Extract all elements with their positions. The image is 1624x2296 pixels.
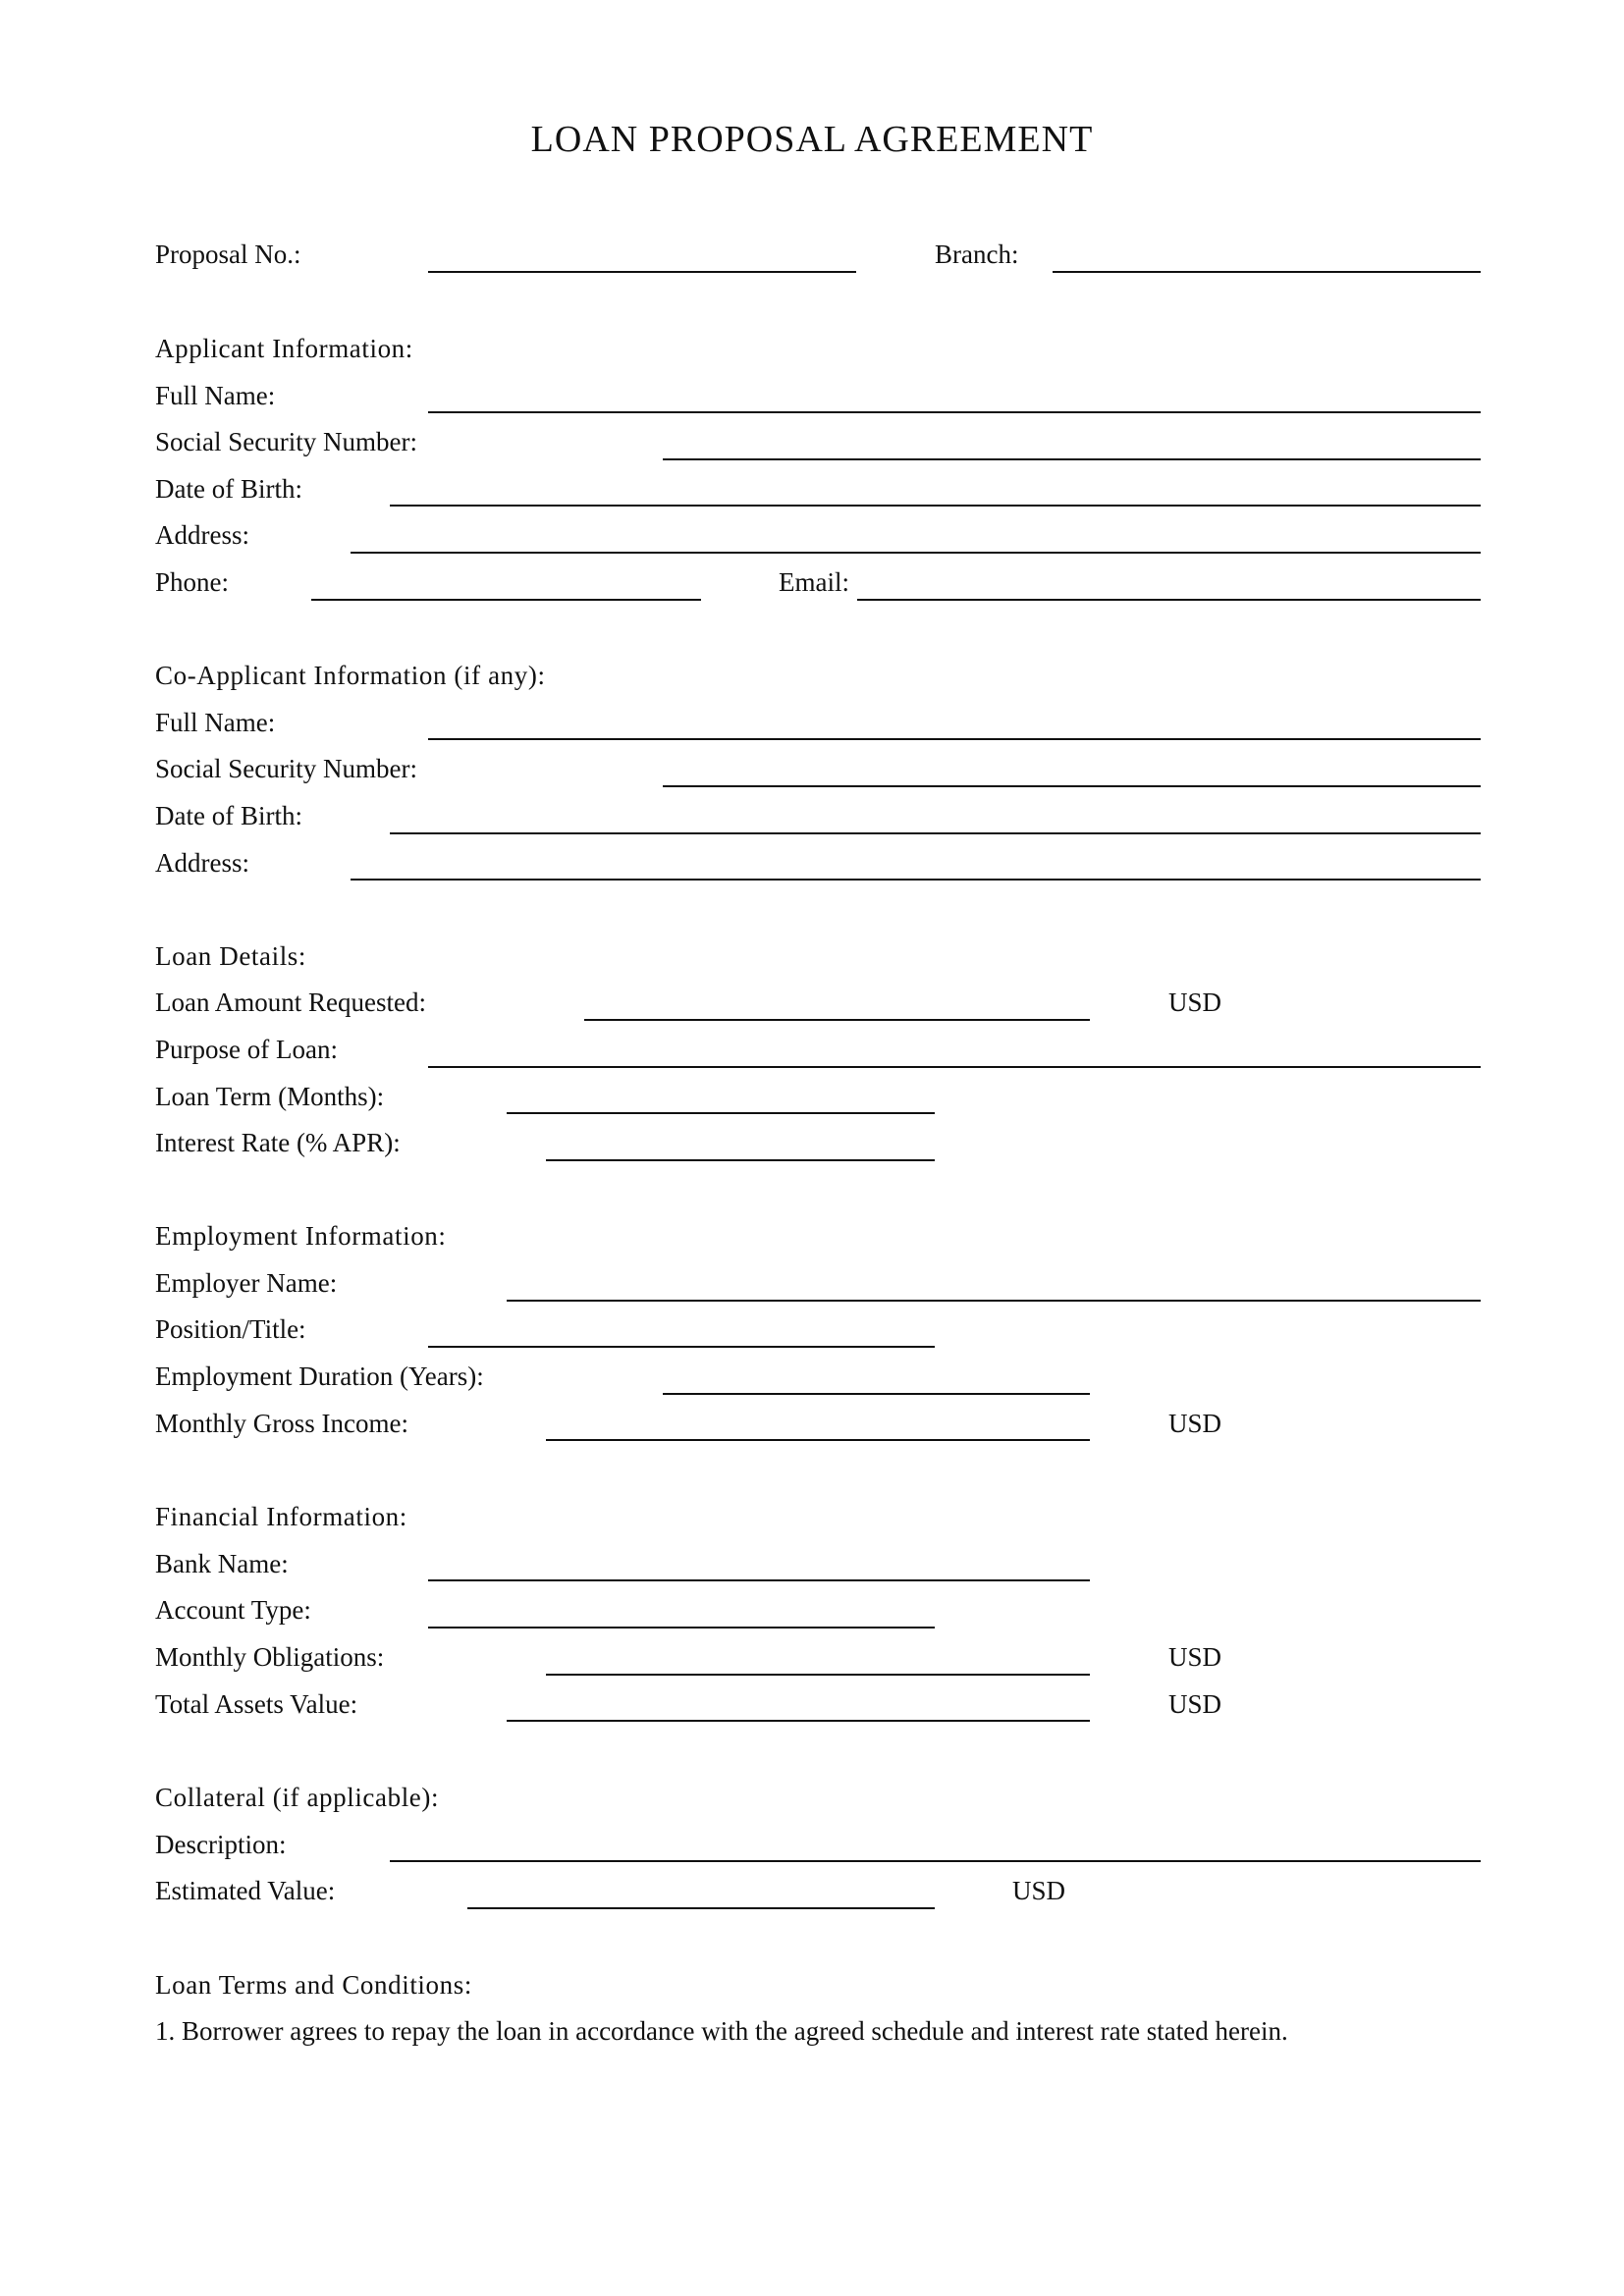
loan-amount-field[interactable] (584, 1019, 1090, 1021)
position-title-field[interactable] (428, 1346, 935, 1348)
financial-section-heading: Financial Information: (155, 1502, 407, 1531)
monthly-income-unit: USD (1168, 1409, 1222, 1438)
terms-item: 1. Borrower agrees to repay the loan in accordance with the agreed schedule and interest rate stated herein. (155, 2016, 1288, 2046)
branch-field[interactable] (1053, 271, 1481, 273)
estimated-value-label: Estimated Value: (155, 1876, 336, 1905)
applicant-email-field[interactable] (857, 599, 1481, 601)
applicant-dob-field[interactable] (390, 505, 1481, 507)
applicant-phone-label: Phone: (155, 567, 230, 597)
applicant-dob-label: Date of Birth: (155, 474, 302, 504)
bank-name-label: Bank Name: (155, 1549, 289, 1578)
co-applicant-ssn-label: Social Security Number: (155, 754, 417, 783)
terms-section-heading: Loan Terms and Conditions: (155, 1970, 472, 2000)
co-applicant-full-name-label: Full Name: (155, 708, 276, 737)
co-applicant-full-name-field[interactable] (428, 738, 1481, 740)
monthly-income-label: Monthly Gross Income: (155, 1409, 408, 1438)
branch-label: Branch: (935, 240, 1019, 269)
monthly-obligations-unit: USD (1168, 1642, 1222, 1672)
applicant-section-heading: Applicant Information: (155, 334, 413, 363)
applicant-address-label: Address: (155, 520, 249, 550)
applicant-phone-field[interactable] (311, 599, 701, 601)
applicant-full-name-label: Full Name: (155, 381, 276, 410)
co-applicant-address-label: Address: (155, 848, 249, 878)
employer-name-field[interactable] (507, 1300, 1481, 1302)
account-type-field[interactable] (428, 1627, 935, 1629)
monthly-income-field[interactable] (546, 1439, 1090, 1441)
position-title-label: Position/Title: (155, 1314, 306, 1344)
co-applicant-address-field[interactable] (351, 879, 1481, 881)
loan-section-heading: Loan Details: (155, 941, 307, 971)
interest-rate-field[interactable] (546, 1159, 935, 1161)
co-applicant-dob-field[interactable] (390, 832, 1481, 834)
monthly-obligations-field[interactable] (546, 1674, 1090, 1676)
applicant-full-name-field[interactable] (428, 411, 1481, 413)
loan-purpose-field[interactable] (428, 1066, 1481, 1068)
estimated-value-unit: USD (1012, 1876, 1066, 1905)
total-assets-label: Total Assets Value: (155, 1689, 358, 1719)
employment-duration-field[interactable] (663, 1393, 1090, 1395)
loan-amount-unit: USD (1168, 988, 1222, 1017)
collateral-description-field[interactable] (390, 1860, 1481, 1862)
total-assets-field[interactable] (507, 1720, 1090, 1722)
applicant-address-field[interactable] (351, 552, 1481, 554)
applicant-email-label: Email: (779, 567, 849, 597)
document-title: LOAN PROPOSAL AGREEMENT (530, 119, 1094, 160)
employer-name-label: Employer Name: (155, 1268, 338, 1298)
proposal-no-label: Proposal No.: (155, 240, 301, 269)
bank-name-field[interactable] (428, 1579, 1090, 1581)
account-type-label: Account Type: (155, 1595, 311, 1625)
co-applicant-ssn-field[interactable] (663, 785, 1481, 787)
employment-section-heading: Employment Information: (155, 1221, 447, 1251)
loan-term-label: Loan Term (Months): (155, 1082, 385, 1111)
applicant-ssn-label: Social Security Number: (155, 427, 417, 456)
monthly-obligations-label: Monthly Obligations: (155, 1642, 385, 1672)
estimated-value-field[interactable] (467, 1907, 935, 1909)
loan-term-field[interactable] (507, 1112, 935, 1114)
co-applicant-dob-label: Date of Birth: (155, 801, 302, 830)
employment-duration-label: Employment Duration (Years): (155, 1362, 484, 1391)
collateral-section-heading: Collateral (if applicable): (155, 1783, 440, 1812)
loan-purpose-label: Purpose of Loan: (155, 1035, 338, 1064)
loan-amount-label: Loan Amount Requested: (155, 988, 426, 1017)
total-assets-unit: USD (1168, 1689, 1222, 1719)
co-applicant-section-heading: Co-Applicant Information (if any): (155, 661, 546, 690)
collateral-description-label: Description: (155, 1830, 287, 1859)
applicant-ssn-field[interactable] (663, 458, 1481, 460)
proposal-no-field[interactable] (428, 271, 856, 273)
interest-rate-label: Interest Rate (% APR): (155, 1128, 401, 1157)
